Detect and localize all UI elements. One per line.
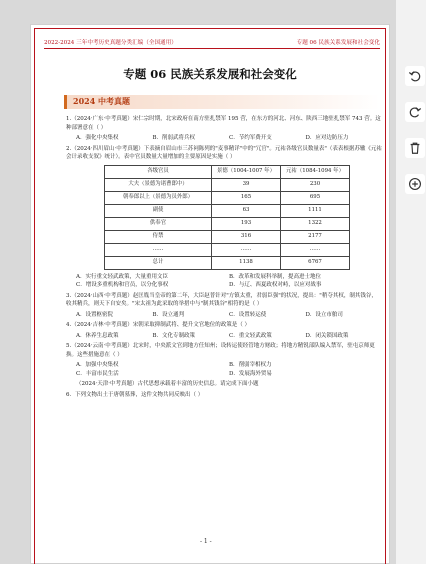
table-cell: 6767: [281, 256, 350, 269]
table-cell: ……: [212, 243, 281, 256]
q2-option-b: B．改革和发展科举制，提高进士地位: [229, 273, 322, 280]
q1-option-d: D．应对边防压力: [305, 135, 349, 142]
table-cell: 316: [212, 230, 281, 243]
question-5-options: [66, 361, 382, 378]
q5-option-c: C．丰富市民生活: [76, 370, 119, 377]
table-cell: 大夫（景德为诸曹郎中）: [105, 178, 212, 191]
redo-icon: [408, 105, 422, 119]
table-row: [105, 204, 350, 217]
question-5-stem: 5.（2024·云南·中考真题）北宋时，中央派文官到地方任知州；设转运使经管地方财政；将地方精锐部队编入禁军，驻屯京师更换。这些措施意在（ ）: [66, 343, 375, 358]
table-header: 各级官员: [105, 165, 212, 178]
q2-option-a: A．实行重文轻武政策，大量重用文臣: [76, 273, 168, 280]
question-1-options: [66, 134, 382, 143]
q3-option-c: C．设置转运使: [229, 311, 267, 318]
question-2-stem: 2.（2024·四川眉山·中考真题）下表摘自眉山市三苏祠陈列的"麦事精详"中的"冗官"。元祐各级官员数量表"（表表根据苏辙《元祐会计录收支叙》统计）。表中官员数量大量增加的主要原因是实施（ ）: [66, 145, 382, 161]
q5-option-a: A．加强中央集权: [76, 362, 119, 369]
question-4-options: [66, 332, 382, 341]
undo-icon: [408, 69, 422, 83]
group-note: （2024·天津·中考真题）古代思想承载着丰富的历史信息。请完成下面小题: [76, 381, 259, 388]
table-cell: 1111: [281, 204, 350, 217]
table-row: [105, 243, 350, 256]
table-cell: ……: [105, 243, 212, 256]
delete-icon: [408, 141, 422, 155]
table-cell: 165: [212, 191, 281, 204]
section-heading-text: 2024 中考真题: [73, 96, 131, 106]
undo-button[interactable]: [405, 66, 425, 86]
section-heading: [64, 95, 380, 109]
question-3-options: [66, 311, 382, 320]
table-cell: 193: [212, 217, 281, 230]
q2-option-c: C．增设多重机构和官员，以分化事权: [76, 282, 169, 289]
question-body: [66, 115, 382, 401]
table-cell: 朝奉郎以上（景德为员外郎）: [105, 191, 212, 204]
question-1-stem: 1.（2024·广东·中考真题）宋仁宗时期，北宋政府在南方驻扎禁军 195 营，在东方的河北、河东、陕西三地驻扎禁军 743 营。这种部署意在（ ）: [66, 116, 381, 131]
question-3-stem: 3.（2024·山西·中考真题）赵匡胤当皇帝的第二年，大臣赵普针对"方镇太重，君弱臣强"的状况，提出："稍夺其权，制其钱谷，收其精兵，则天下自安矣。"宋太祖为此采取的举措中与"制其钱谷"相符的是（ ）: [66, 292, 377, 308]
table-cell: 1138: [212, 256, 281, 269]
table-cell: 230: [281, 178, 350, 191]
table-cell: 2177: [281, 230, 350, 243]
table-cell: 695: [281, 191, 350, 204]
table-row: [105, 178, 350, 191]
table-cell: 总计: [105, 256, 212, 269]
table-cell: 1322: [281, 217, 350, 230]
table-cell: 副使: [105, 204, 212, 217]
q3-option-b: B．设立通判: [152, 311, 185, 318]
add-icon: [408, 177, 422, 191]
q1-option-a: A．强化中央集权: [76, 135, 119, 142]
table-cell: 供奉官: [105, 217, 212, 230]
add-button[interactable]: [405, 174, 425, 194]
q5-option-d: D．发展海外贸易: [229, 370, 272, 377]
q4-option-b: B．文化专制政策: [152, 332, 196, 339]
q1-option-b: B．削弱武将兵权: [152, 135, 196, 142]
question-4-stem: 4.（2024·吉林·中考真题）宋朝采取抑制武将、提升文官地位的政策是（ ）: [66, 322, 250, 329]
q4-option-a: A．休养生息政策: [76, 332, 119, 339]
table-row: [105, 230, 350, 243]
page-number: - 1 -: [200, 538, 212, 545]
table-cell: 39: [212, 178, 281, 191]
q4-option-c: C．重文轻武政策: [229, 332, 272, 339]
table-cell: 63: [212, 204, 281, 217]
q4-option-d: D．闭关锁国政策: [305, 332, 349, 339]
table-row: [105, 191, 350, 204]
q2-option-d: D．与辽、西夏政权对峙，以应对战事: [229, 282, 322, 289]
header-right: 专题 06 民族关系发展和社会变化: [296, 40, 380, 46]
table-row: [105, 256, 350, 269]
q3-option-d: D．设立市舶司: [305, 311, 343, 318]
delete-button[interactable]: [405, 138, 425, 158]
redo-button[interactable]: [405, 102, 425, 122]
table-header: 景德（1004-1007 年）: [212, 165, 281, 178]
table-header: 元祐（1084-1094 年）: [281, 165, 350, 178]
page-title: 专题 06 民族关系发展和社会变化: [123, 67, 297, 81]
table-row: [105, 217, 350, 230]
header-left: 2022-2024 三年中考历史真题分类汇编（全国通用）: [44, 40, 177, 46]
page-header: [44, 38, 380, 49]
q1-option-c: C．节约军费开支: [229, 135, 272, 142]
question-2-options: [66, 273, 382, 290]
q5-option-b: B．削弱宰相权力: [229, 362, 272, 369]
q3-option-a: A．设置枢密院: [76, 311, 113, 318]
officials-table: [104, 165, 350, 270]
table-cell: ……: [281, 243, 350, 256]
table-cell: 侍禁: [105, 230, 212, 243]
question-6-stem: 6．下列文物出土于唐朝墓葬，这件文物共同反映出（ ）: [66, 391, 204, 398]
table-header-row: [105, 165, 350, 178]
side-toolbar: [404, 66, 426, 208]
